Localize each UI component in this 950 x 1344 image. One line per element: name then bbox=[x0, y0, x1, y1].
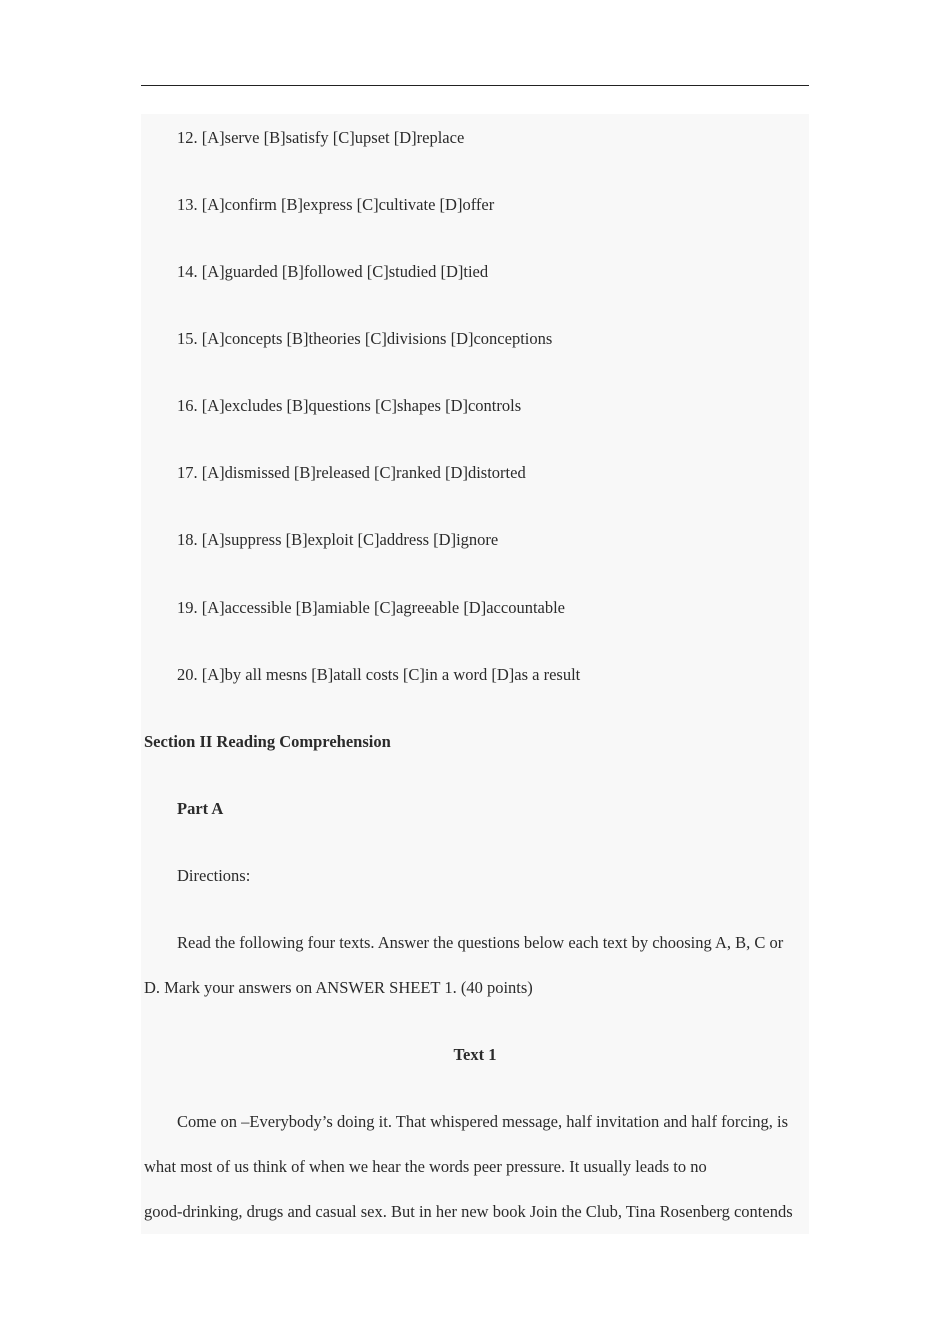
passage-line-1: Come on –Everybody’s doing it. That whispered message, half invitation and half forcing, is bbox=[177, 1112, 788, 1131]
text-title: Text 1 bbox=[453, 1045, 497, 1064]
document-body bbox=[141, 114, 809, 1234]
part-title: Part A bbox=[177, 799, 224, 818]
option-line-16: 16. [A]excludes [B]questions [C]shapes [D]controls bbox=[177, 396, 522, 415]
directions-text-line-2: D. Mark your answers on ANSWER SHEET 1. (40 points) bbox=[144, 978, 533, 997]
option-line-14: 14. [A]guarded [B]followed [C]studied [D]tied bbox=[177, 262, 489, 281]
directions-label: Directions: bbox=[177, 866, 251, 885]
option-line-13: 13. [A]confirm [B]express [C]cultivate [D]offer bbox=[177, 195, 495, 214]
header-rule bbox=[141, 85, 809, 86]
option-line-12: 12. [A]serve [B]satisfy [C]upset [D]replace bbox=[177, 128, 465, 147]
passage-line-2: what most of us think of when we hear the words peer pressure. It usually leads to no bbox=[144, 1157, 707, 1176]
option-line-19: 19. [A]accessible [B]amiable [C]agreeable [D]accountable bbox=[177, 598, 566, 617]
option-line-15: 15. [A]concepts [B]theories [C]divisions [D]conceptions bbox=[177, 329, 553, 348]
option-line-18: 18. [A]suppress [B]exploit [C]address [D]ignore bbox=[177, 530, 499, 549]
option-line-17: 17. [A]dismissed [B]released [C]ranked [D]distorted bbox=[177, 463, 526, 482]
section-title: Section II Reading Comprehension bbox=[144, 732, 391, 751]
option-line-20: 20. [A]by all mesns [B]atall costs [C]in a word [D]as a result bbox=[177, 665, 581, 684]
directions-text-line-1: Read the following four texts. Answer the questions below each text by choosing A, B, C or bbox=[177, 933, 784, 952]
passage-line-3: good-drinking, drugs and casual sex. But in her new book Join the Club, Tina Rosenberg contends bbox=[144, 1202, 793, 1221]
